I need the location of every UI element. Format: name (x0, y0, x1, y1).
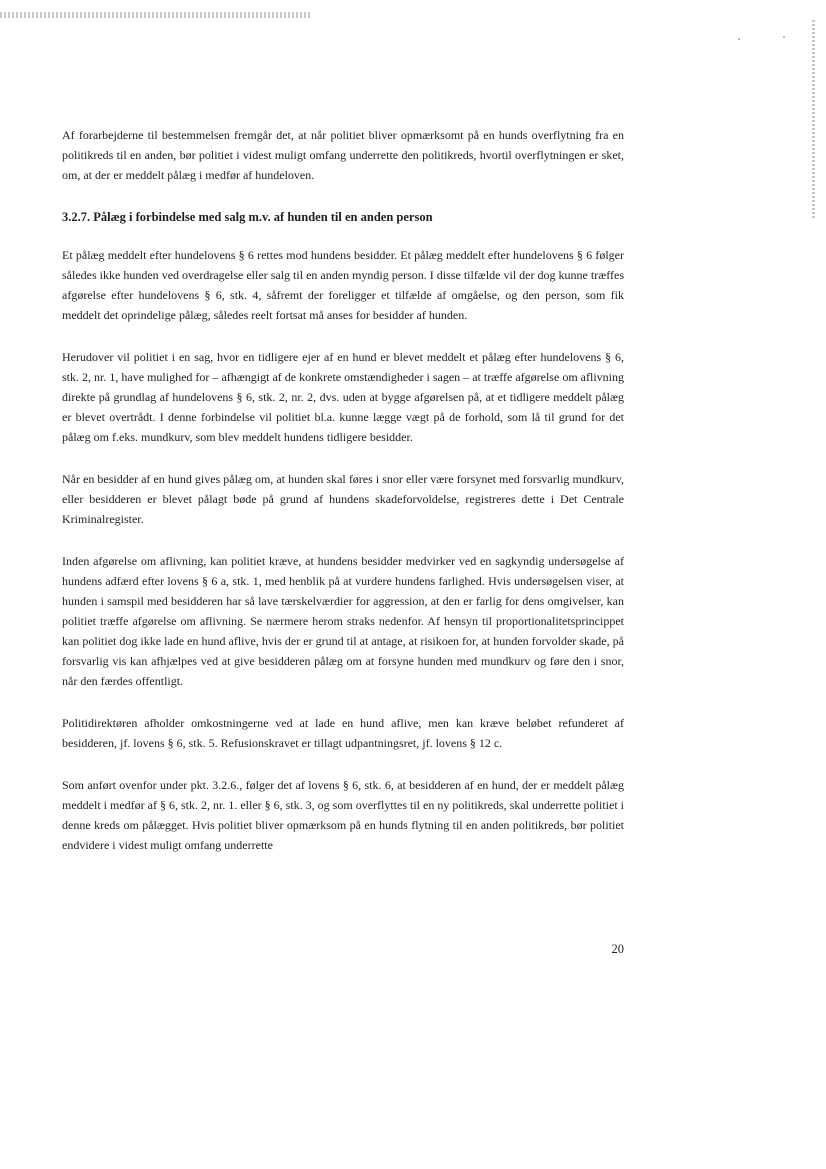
paragraph-2: Herudover vil politiet i en sag, hvor en tidligere ejer af en hund er blevet meddelt et pålæg efter hundelovens § 6, stk. 2, nr. 1, have mulighed for – afhængigt af de konkrete omstændigheder i sagen – at træffe afgørelse om aflivning direkte på grundlag af hundelovens § 6, stk. 2, nr. 2, dvs. uden at bygge afgørelsen på, at et tidligere meddelt pålæg er blevet overtrådt. I denne forbindelse vil politiet bl.a. kunne lægge vægt på de forhold, som lå til grund for det pålæg om f.eks. mundkurv, som blev meddelt hundens tidligere besidder. (62, 350, 624, 444)
paragraph-overflytning: Af forarbejderne til bestemmelsen fremgår det, at når politiet bliver opmærksomt på en hunds overflytning fra en politikreds til en anden, bør politiet i videst muligt omfang underrette den politikreds, hvortil overflytningen er sket, om, at der er meddelt pålæg i medfør af hundeloven. (62, 128, 624, 182)
paragraph-6: Som anført ovenfor under pkt. 3.2.6., følger det af lovens § 6, stk. 6, at besidderen af en hund, der er meddelt pålæg meddelt i medfør af § 6, stk. 2, nr. 1. eller § 6, stk. 3, og som overflyttes til en ny politikreds, skal underrette politiet i denne kreds om pålægget. Hvis politiet bliver opmærksom på en hunds flytning til en anden politikreds, bør politiet endvidere i videst muligt omfang underrette (62, 778, 624, 852)
paragraph-5: Politidirektøren afholder omkostningerne ved at lade en hund aflive, men kan kræve beløbet refunderet af besidderen, jf. lovens § 6, stk. 5. Refusionskravet er tillagt udpantningsret, jf. lovens § 12 c. (62, 716, 624, 750)
paragraph-3: Når en besidder af en hund gives pålæg om, at hunden skal føres i snor eller være forsynet med forsvarlig mundkurv, eller besidderen er blevet pålagt bøde på grund af hundens skadeforvoldelse, registreres dette i Det Centrale Kriminalregister. (62, 472, 624, 526)
paragraph-4: Inden afgørelse om aflivning, kan politiet kræve, at hundens besidder medvirker ved en sagkyndig undersøgelse af hundens adfærd efter lovens § 6 a, stk. 1, med henblik på at vurdere hundens farlighed. Hvis undersøgelsen viser, at hunden i samspil med besidderen har så lave tærskelværdier for aggression, at den er farlig for dens omgivelser, kan politiet træffe afgørelse om aflivning. Se nærmere herom straks nedenfor. Af hensyn til proportionalitetsprincippet kan politiet dog ikke lade en hund aflive, hvis der er grund til at antage, at risikoen for, at hunden forvolder skade, på forsvarlig vis kan afhjælpes ved at give besidderen pålæg om at forsyne hunden med mundkurv og føre den i snor, når den færdes offentligt. (62, 554, 624, 688)
section-heading: 3.2.7. Pålæg i forbindelse med salg m.v. af hunden til en anden person (62, 210, 433, 224)
scan-speck (738, 38, 740, 40)
scan-speck (783, 36, 785, 38)
page-number: 20 (611, 942, 624, 956)
paragraph-1: Et pålæg meddelt efter hundelovens § 6 rettes mod hundens besidder. Et pålæg meddelt efter hundelovens § 6 følger således ikke hunden ved overdragelse eller salg til en anden myndig person. I disse tilfælde vil der dog kunne træffes afgørelse efter hundelovens § 6, stk. 4, såfremt der foreligger et tilfælde af omgåelse, og den person, som fik meddelt det oprindelige pålæg, således reelt fortsat må anses for besidder af hunden. (62, 248, 624, 322)
document-page (62, 125, 624, 877)
scan-artifact-top (0, 12, 312, 18)
scan-artifact-right (812, 20, 815, 220)
